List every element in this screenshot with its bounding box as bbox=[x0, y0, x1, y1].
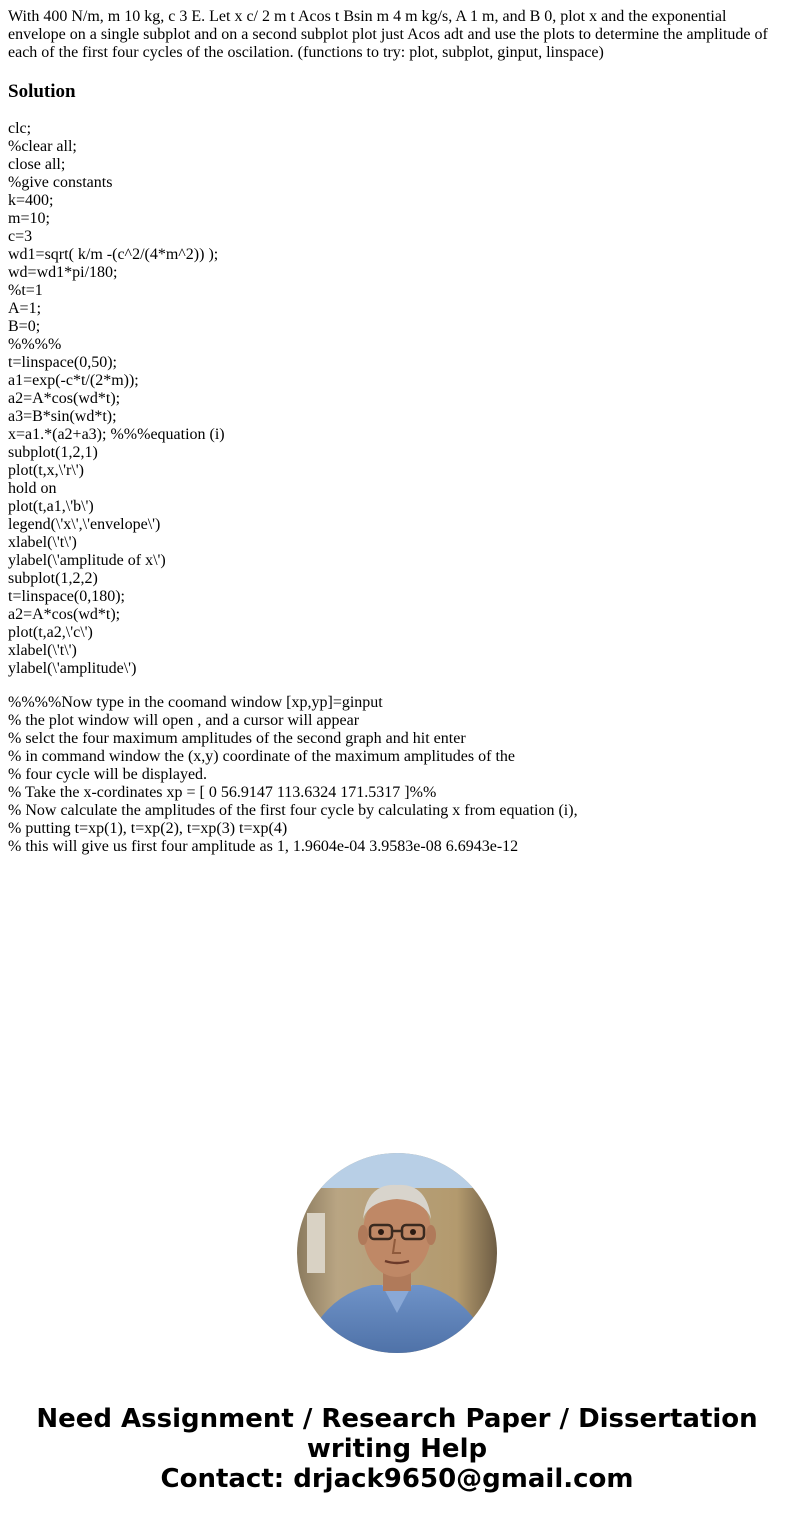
code-line: k=400; bbox=[8, 192, 54, 209]
promo-contact: Contact: drjack9650@gmail.com bbox=[160, 1464, 634, 1494]
code-line: a1=exp(-c*t/(2*m)); bbox=[8, 372, 139, 389]
code-line: %%%% bbox=[8, 336, 62, 353]
comment-line: % selct the four maximum amplitudes of the second graph and hit enter bbox=[8, 730, 466, 747]
code-line: close all; bbox=[8, 156, 66, 173]
comment-block bbox=[8, 694, 578, 856]
code-line: B=0; bbox=[8, 318, 41, 335]
comment-line: % this will give us first four amplitude as 1, 1.9604e-04 3.9583e-08 6.6943e-12 bbox=[8, 838, 519, 855]
comment-line: % Now calculate the amplitudes of the first four cycle by calculating x from equation (i), bbox=[8, 802, 578, 819]
code-line: a2=A*cos(wd*t); bbox=[8, 606, 121, 623]
promo-line-2: writing Help bbox=[306, 1434, 488, 1464]
code-line: subplot(1,2,2) bbox=[8, 570, 98, 587]
comment-line: % Take the x-cordinates xp = [ 0 56.9147 113.6324 171.5317 ]%% bbox=[8, 784, 437, 801]
code-line: %t=1 bbox=[8, 282, 43, 299]
code-block bbox=[8, 120, 225, 678]
code-line: t=linspace(0,180); bbox=[8, 588, 125, 605]
author-avatar bbox=[297, 1153, 497, 1353]
code-line: a3=B*sin(wd*t); bbox=[8, 408, 117, 425]
code-line: ylabel(\'amplitude\') bbox=[8, 660, 137, 677]
code-line: %give constants bbox=[8, 174, 113, 191]
question-text: With 400 N/m, m 10 kg, c 3 E. Let x c/ 2 m t Acos t Bsin m 4 m kg/s, A 1 m, and B 0, plot x and the exponential envelope on a single subplot and on a second subplot plot just Acos adt and use the plots to determine the amplitude of each of the first four cycles of the oscilation. (functions to try: plot, subplot, ginput, linspace) bbox=[8, 8, 768, 61]
comment-line: % putting t=xp(1), t=xp(2), t=xp(3) t=xp(4) bbox=[8, 820, 288, 837]
code-line: t=linspace(0,50); bbox=[8, 354, 117, 371]
code-line: clc; bbox=[8, 120, 32, 137]
code-line: legend(\'x\',\'envelope\') bbox=[8, 516, 161, 533]
code-line: A=1; bbox=[8, 300, 42, 317]
code-line: wd=wd1*pi/180; bbox=[8, 264, 118, 281]
code-line: plot(t,a1,\'b\') bbox=[8, 498, 94, 515]
code-line: c=3 bbox=[8, 228, 33, 245]
code-line: ylabel(\'amplitude of x\') bbox=[8, 552, 166, 569]
code-line: %clear all; bbox=[8, 138, 77, 155]
code-line: a2=A*cos(wd*t); bbox=[8, 390, 121, 407]
promo-banner bbox=[0, 1404, 794, 1494]
code-line: hold on bbox=[8, 480, 57, 497]
code-line: plot(t,a2,\'c\') bbox=[8, 624, 93, 641]
code-line: xlabel(\'t\') bbox=[8, 534, 77, 551]
comment-line: % in command window the (x,y) coordinate of the maximum amplitudes of the bbox=[8, 748, 515, 765]
promo-line-1: Need Assignment / Research Paper / Dissertation bbox=[36, 1404, 758, 1434]
code-line: subplot(1,2,1) bbox=[8, 444, 98, 461]
solution-heading: Solution bbox=[8, 81, 76, 102]
comment-line: %%%%Now type in the coomand window [xp,yp]=ginput bbox=[8, 694, 383, 711]
code-line: x=a1.*(a2+a3); %%%equation (i) bbox=[8, 426, 225, 443]
code-line: wd1=sqrt( k/m -(c^2/(4*m^2)) ); bbox=[8, 246, 219, 263]
code-line: m=10; bbox=[8, 210, 50, 227]
code-line: xlabel(\'t\') bbox=[8, 642, 77, 659]
comment-line: % the plot window will open , and a cursor will appear bbox=[8, 712, 360, 729]
comment-line: % four cycle will be displayed. bbox=[8, 766, 208, 783]
code-line: plot(t,x,\'r\') bbox=[8, 462, 84, 479]
